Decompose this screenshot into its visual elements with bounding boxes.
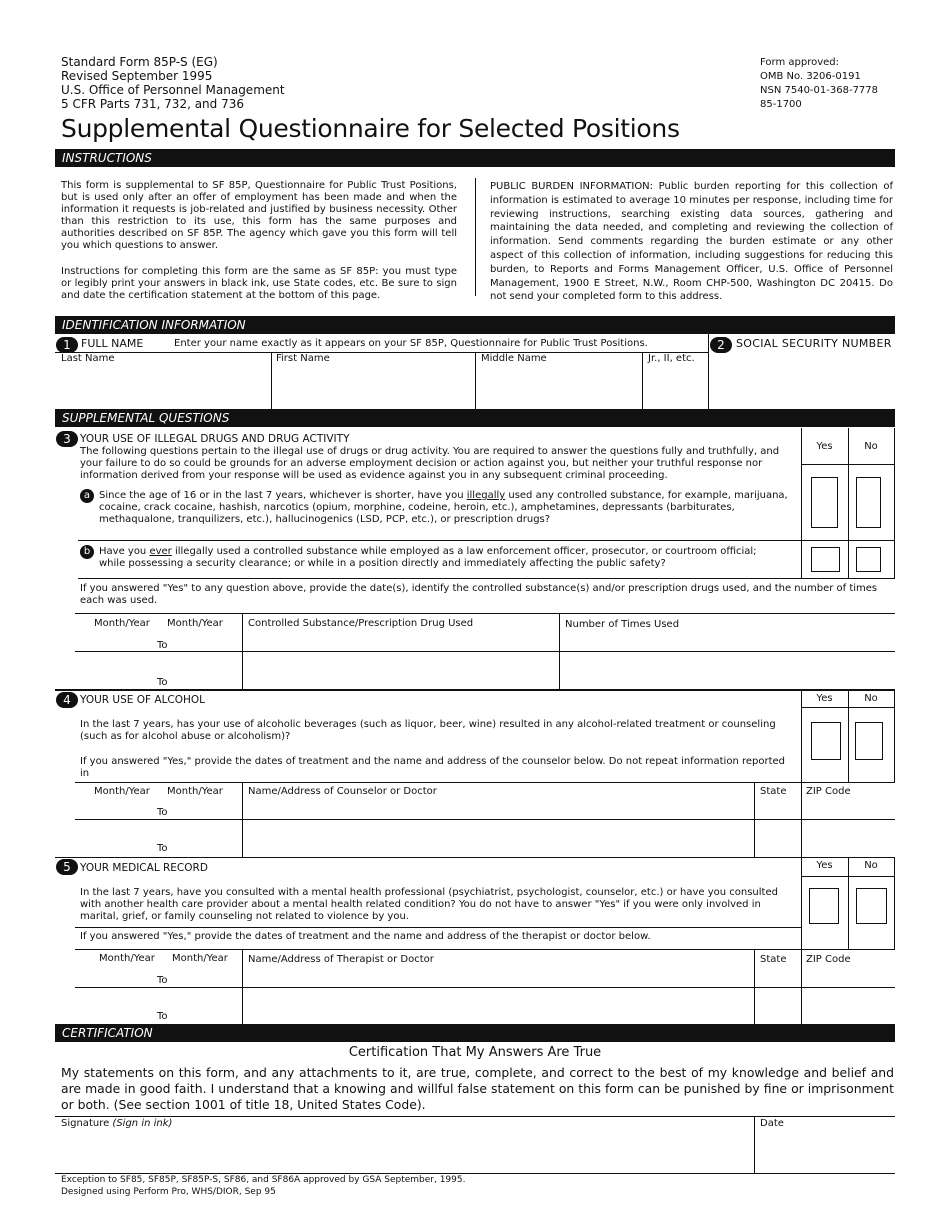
q4-no-checkbox[interactable] xyxy=(855,722,883,760)
q3-row2-substance-field[interactable] xyxy=(243,652,558,688)
q3-followup: If you answered "Yes" to any question above, provide the date(s), identify the controlled substance(s) and/or prescription drugs used, and the number of times each was used. xyxy=(80,583,878,606)
form-code: 85-1700 xyxy=(760,99,802,110)
form-agency: U.S. Office of Personnel Management xyxy=(61,83,285,97)
divider xyxy=(801,707,895,708)
q3-times-header: Number of Times Used xyxy=(565,619,680,630)
first-name-field[interactable] xyxy=(272,366,474,409)
instructions-paragraph: This form is supplemental to SF 85P, Questionnaire for Public Trust Positions, but is used only after an offer of employment has been made and when the information it requests is job-related and justified by business necessity. Other than this restriction to its use, this form has the same purposes and authorities described on SF 85P. The agency which gave you this form will tell you which questions to answer. xyxy=(61,180,457,251)
q5-state-header: State xyxy=(760,954,787,965)
certification-statement: My statements on this form, and any attachments to it, are true, complete, and correct to the best of my knowledge and belief and are made in good faith. I understand that a knowing and willful false statement on this form can be punished by fine or imprisonment or both. (See section 1001 of title 18, United States Code). xyxy=(61,1065,894,1112)
middle-name-label: Middle Name xyxy=(481,353,547,364)
q5-question: In the last 7 years, have you consulted with a mental health professional (psychiatrist, psychologist, counselor, etc.) or have you consulted with another health care provider about a mental health related condition? You do not have to answer "Yes" if you were only involved in marital, grief, or family counseling not related to violence by you. xyxy=(80,887,778,922)
q4-state-header: State xyxy=(760,786,787,797)
signature-field[interactable] xyxy=(56,1131,753,1172)
q4-row1-dates-field[interactable] xyxy=(76,799,241,818)
q5-month-year-from: Month/Year xyxy=(99,953,155,964)
q4-row1-to: To xyxy=(157,807,168,818)
q4-followup: If you answered "Yes," provide the dates of treatment and the name and address of the counselor below. Do not repeat information reported in xyxy=(80,756,785,779)
question-number-2: 2 xyxy=(710,337,732,353)
q5-row2-state-field[interactable] xyxy=(755,988,800,1023)
q3a-emphasis: illegally xyxy=(466,490,506,501)
instructions-paragraph-2: Instructions for completing this form are the same as SF 85P: you must type or legibly print your answers in black ink, use State codes, etc. Be sure to sign and date the certification statement at the bottom of this page. xyxy=(61,266,457,301)
q4-name-header: Name/Address of Counselor or Doctor xyxy=(248,786,437,797)
q3-yes-label: Yes xyxy=(816,441,833,452)
question-number-1: 1 xyxy=(56,337,78,353)
q3b-text-post: illegally used a controlled substance while employed as a law enforcement officer, prosecutor, or courtroom official; while possessing a security clearance; or while in a position directly and immediately affecting the public safety? xyxy=(99,546,757,569)
q3a-text-post: used any controlled substance, for example, marijuana, cocaine, crack cocaine, hashish, narcotics (opium, morphine, codeine, heroin, etc.), amphetamines, depressants (barbiturates, methaqualone, tranquilizers, etc.), hallucinogenics (LSD, PCP, etc.), or prescription drugs? xyxy=(99,490,788,525)
q3-row2-to: To xyxy=(157,677,168,688)
q5-no-checkbox[interactable] xyxy=(856,888,887,924)
public-burden-text: PUBLIC BURDEN INFORMATION: Public burden reporting for this collection of information is estimated to average 10 minutes per response, including time for reviewing instructions, searching existing data sources, gathering and maintaining the data needed, and completing and reviewing the collection of information. Send comments regarding the burden estimate or any other aspect of this collection of information, including suggestions for reducing this burden, to Reports and Forms Management Officer, U.S. Office of Personnel Management, 1900 E Street, N.W., Room CHP-500, Washington DC 20415. Do not send your completed form to this address. xyxy=(490,181,893,303)
q3a-question xyxy=(99,490,796,526)
q4-row1-state-field[interactable] xyxy=(755,799,800,818)
instructions-heading: INSTRUCTIONS xyxy=(55,149,895,167)
divider xyxy=(894,689,895,782)
q4-row2-zip-field[interactable] xyxy=(802,820,894,856)
middle-name-field[interactable] xyxy=(476,366,641,409)
signature-label-text: Signature xyxy=(61,1118,113,1129)
q3b-text-pre: Have you xyxy=(99,546,150,557)
divider xyxy=(78,578,895,579)
certification-heading: CERTIFICATION xyxy=(55,1024,895,1042)
divider xyxy=(75,613,895,614)
question-number-5: 5 xyxy=(56,859,78,875)
divider xyxy=(78,540,895,541)
divider xyxy=(75,927,801,928)
divider xyxy=(75,949,895,950)
q3b-yes-checkbox[interactable] xyxy=(811,547,840,572)
page-title: Supplemental Questionnaire for Selected Positions xyxy=(61,114,680,143)
q4-yes-checkbox[interactable] xyxy=(811,722,841,760)
divider xyxy=(75,782,895,783)
q5-row1-to: To xyxy=(157,975,168,986)
suffix-label: Jr., II, etc. xyxy=(648,353,695,364)
q4-title: YOUR USE OF ALCOHOL xyxy=(80,694,206,706)
q5-month-year-to: Month/Year xyxy=(172,953,228,964)
q5-row2-to: To xyxy=(157,1011,168,1022)
suffix-field[interactable] xyxy=(643,366,707,409)
footer-exception-note: Exception to SF85, SF85P, SF85P-S, SF86, and SF86A approved by GSA September, 1995. xyxy=(61,1175,466,1185)
nsn-number: NSN 7540-01-368-7778 xyxy=(760,85,879,96)
q4-row2-name-field[interactable] xyxy=(243,820,753,856)
divider xyxy=(801,876,895,877)
q3b-no-checkbox[interactable] xyxy=(856,547,881,572)
q5-row2-dates-field[interactable] xyxy=(76,988,241,1023)
q3-row1-to: To xyxy=(157,640,168,651)
q4-no-label: No xyxy=(864,693,878,704)
form-cfr: 5 CFR Parts 731, 732, and 736 xyxy=(61,97,244,111)
q3a-yes-checkbox[interactable] xyxy=(811,477,838,528)
date-field[interactable] xyxy=(755,1131,894,1172)
q3-month-year-from: Month/Year xyxy=(94,618,150,629)
divider xyxy=(55,1173,895,1174)
q4-row1-zip-field[interactable] xyxy=(802,799,894,818)
q3-row1-times-field[interactable] xyxy=(560,632,894,650)
last-name-field[interactable] xyxy=(56,366,270,409)
q5-title: YOUR MEDICAL RECORD xyxy=(80,862,208,874)
q5-row1-dates-field[interactable] xyxy=(76,967,241,986)
q4-month-year-to: Month/Year xyxy=(167,786,223,797)
omb-number: OMB No. 3206-0191 xyxy=(760,71,861,82)
q3-row1-substance-field[interactable] xyxy=(243,630,558,650)
divider xyxy=(55,1116,895,1117)
q5-name-header: Name/Address of Therapist or Doctor xyxy=(248,954,434,965)
q3-row2-dates-field[interactable] xyxy=(76,652,241,688)
q3-month-year-to: Month/Year xyxy=(167,618,223,629)
footer-design-note: Designed using Perform Pro, WHS/DIOR, Sep 95 xyxy=(61,1187,276,1197)
q3-title: YOUR USE OF ILLEGAL DRUGS AND DRUG ACTIVITY xyxy=(80,433,350,445)
q3-intro: The following questions pertain to the illegal use of drugs or drug activity. You are required to answer the questions fully and truthfully, and your failure to do so could be grounds for an adverse employment decision or action against you, but neither your truthful response nor information derived from your response will be used as evidence against you in any subsequent criminal proceeding. xyxy=(80,446,780,481)
q5-row1-zip-field[interactable] xyxy=(802,967,894,986)
q5-row1-name-field[interactable] xyxy=(243,967,753,986)
divider xyxy=(801,464,895,465)
divider xyxy=(55,689,895,691)
full-name-label: FULL NAME xyxy=(81,337,144,350)
q4-row2-dates-field[interactable] xyxy=(76,820,241,856)
q5-zip-header: ZIP Code xyxy=(806,954,851,965)
question-number-4: 4 xyxy=(56,692,78,708)
q4-row2-state-field[interactable] xyxy=(755,820,800,856)
q5-row2-zip-field[interactable] xyxy=(802,988,894,1023)
divider xyxy=(894,428,895,578)
supplemental-heading: SUPPLEMENTAL QUESTIONS xyxy=(55,409,895,427)
first-name-label: First Name xyxy=(276,353,330,364)
q3b-emphasis: ever xyxy=(149,546,172,557)
date-label: Date xyxy=(760,1118,784,1129)
question-number-3: 3 xyxy=(56,431,78,447)
divider xyxy=(708,334,709,410)
q5-followup: If you answered "Yes," provide the dates of treatment and the name and address of the therapist or doctor below. xyxy=(80,931,651,942)
signature-hint: (Sign in ink) xyxy=(112,1118,173,1129)
q3b-question xyxy=(99,546,759,570)
certification-title: Certification That My Answers Are True xyxy=(348,1045,602,1060)
q3a-letter: a xyxy=(80,489,94,503)
q5-row2-name-field[interactable] xyxy=(243,988,753,1023)
q4-month-year-from: Month/Year xyxy=(94,786,150,797)
ssn-field[interactable] xyxy=(710,354,894,409)
q3-no-label: No xyxy=(864,441,878,452)
q3-row2-times-field[interactable] xyxy=(560,652,894,688)
identification-heading: IDENTIFICATION INFORMATION xyxy=(55,316,895,334)
q3-substance-header: Controlled Substance/Prescription Drug Used xyxy=(248,618,474,629)
q5-row1-state-field[interactable] xyxy=(755,967,800,986)
q3-row1-dates-field[interactable] xyxy=(76,630,241,650)
q4-question: In the last 7 years, has your use of alcoholic beverages (such as liquor, beer, wine) resulted in any alcohol-related treatment or counseling (such as for alcohol abuse or alcoholism)? xyxy=(80,719,776,742)
full-name-instruction: Enter your name exactly as it appears on your SF 85P, Questionnaire for Public Trust Positions. xyxy=(174,338,648,349)
divider xyxy=(894,857,895,949)
q3a-text-pre: Since the age of 16 or in the last 7 years, whichever is shorter, have you xyxy=(99,490,467,501)
form-number: Standard Form 85P-S (EG) xyxy=(61,55,218,69)
form-approval xyxy=(760,56,878,112)
signature-label xyxy=(61,1118,172,1130)
q4-row1-name-field[interactable] xyxy=(243,799,753,818)
q4-yes-label: Yes xyxy=(816,693,833,704)
form-identifier xyxy=(61,55,285,111)
last-name-label: Last Name xyxy=(61,353,115,364)
divider xyxy=(55,352,708,353)
approval-label: Form approved: xyxy=(760,57,839,68)
q3a-no-checkbox[interactable] xyxy=(856,477,881,528)
form-revision: Revised September 1995 xyxy=(61,69,213,83)
q4-zip-header: ZIP Code xyxy=(806,786,851,797)
q3b-letter: b xyxy=(80,545,94,559)
q4-row2-to: To xyxy=(157,843,168,854)
q5-no-label: No xyxy=(864,860,878,871)
q5-yes-label: Yes xyxy=(816,860,833,871)
q5-yes-checkbox[interactable] xyxy=(809,888,839,924)
divider xyxy=(55,857,895,858)
instructions-divider xyxy=(475,178,476,296)
ssn-label: SOCIAL SECURITY NUMBER xyxy=(736,337,892,350)
